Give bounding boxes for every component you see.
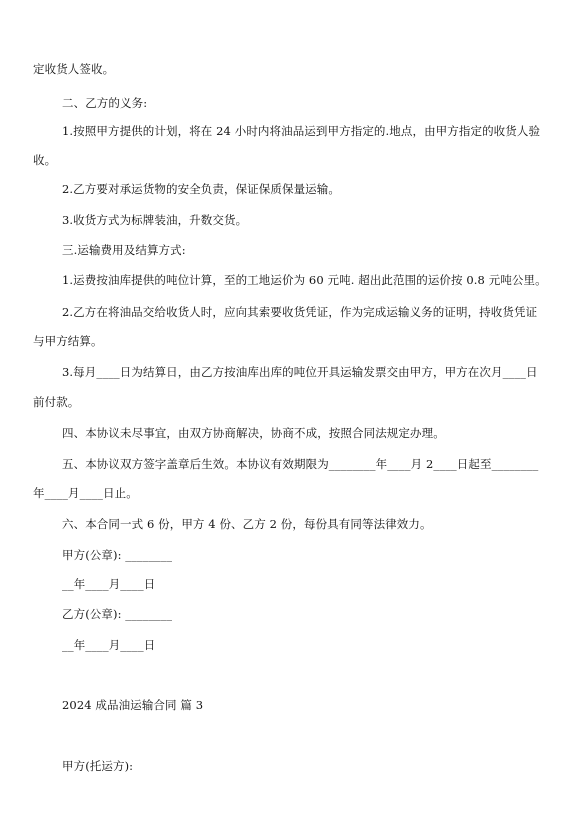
text-line: 收。 xyxy=(33,153,57,167)
text-line: 五、本协议双方签字盖章后生效。本协议有效期限为________年____月 2____日起至________ xyxy=(62,457,539,471)
text-line: 与甲方结算。 xyxy=(33,334,103,348)
section-heading-fees: 三.运输费用及结算方式: xyxy=(62,243,186,257)
text-line: 2.乙方要对承运货物的安全负责，保证保质保量运输。 xyxy=(62,182,340,196)
text-line: 定收货人签收。 xyxy=(33,62,115,76)
text-line: 1.运费按油库提供的吨位计算，至的工地运价为 60 元吨. 超出此范围的运价按 0.8 元吨公里。 xyxy=(62,273,547,287)
party-a-seal-line: 甲方(公章): ________ xyxy=(62,548,173,562)
text-line: 3.每月____日为结算日，由乙方按油库出库的吨位开具运输发票交由甲方，甲方在次月____日 xyxy=(62,365,538,379)
text-line: 四、本协议未尽事宜，由双方协商解决，协商不成，按照合同法规定办理。 xyxy=(62,426,445,440)
party-b-seal-line: 乙方(公章): ________ xyxy=(62,607,173,621)
text-line: 甲方(托运方): xyxy=(62,759,134,773)
party-a-date-line: __年____月____日 xyxy=(62,577,156,591)
text-line: 3.收货方式为标牌装油，升数交货。 xyxy=(62,213,248,227)
text-line: 六、本合同一式 6 份，甲方 4 份、乙方 2 份，每份具有同等法律效力。 xyxy=(62,517,432,531)
text-line: 1.按照甲方提供的计划，将在 24 小时内将油品运到甲方指定的.地点，由甲方指定的收货人验 xyxy=(62,124,541,138)
contract-section-title: 2024 成品油运输合同 篇 3 xyxy=(62,698,204,712)
party-b-date-line: __年____月____日 xyxy=(62,638,156,652)
text-line: 前付款。 xyxy=(33,395,80,409)
section-heading-obligations: 二、乙方的义务: xyxy=(62,96,148,110)
text-line: 年____月____日止。 xyxy=(33,486,138,500)
text-line: 2.乙方在将油品交给收货人时，应向其索要收货凭证，作为完成运输义务的证明，持收货凭证 xyxy=(62,305,538,319)
